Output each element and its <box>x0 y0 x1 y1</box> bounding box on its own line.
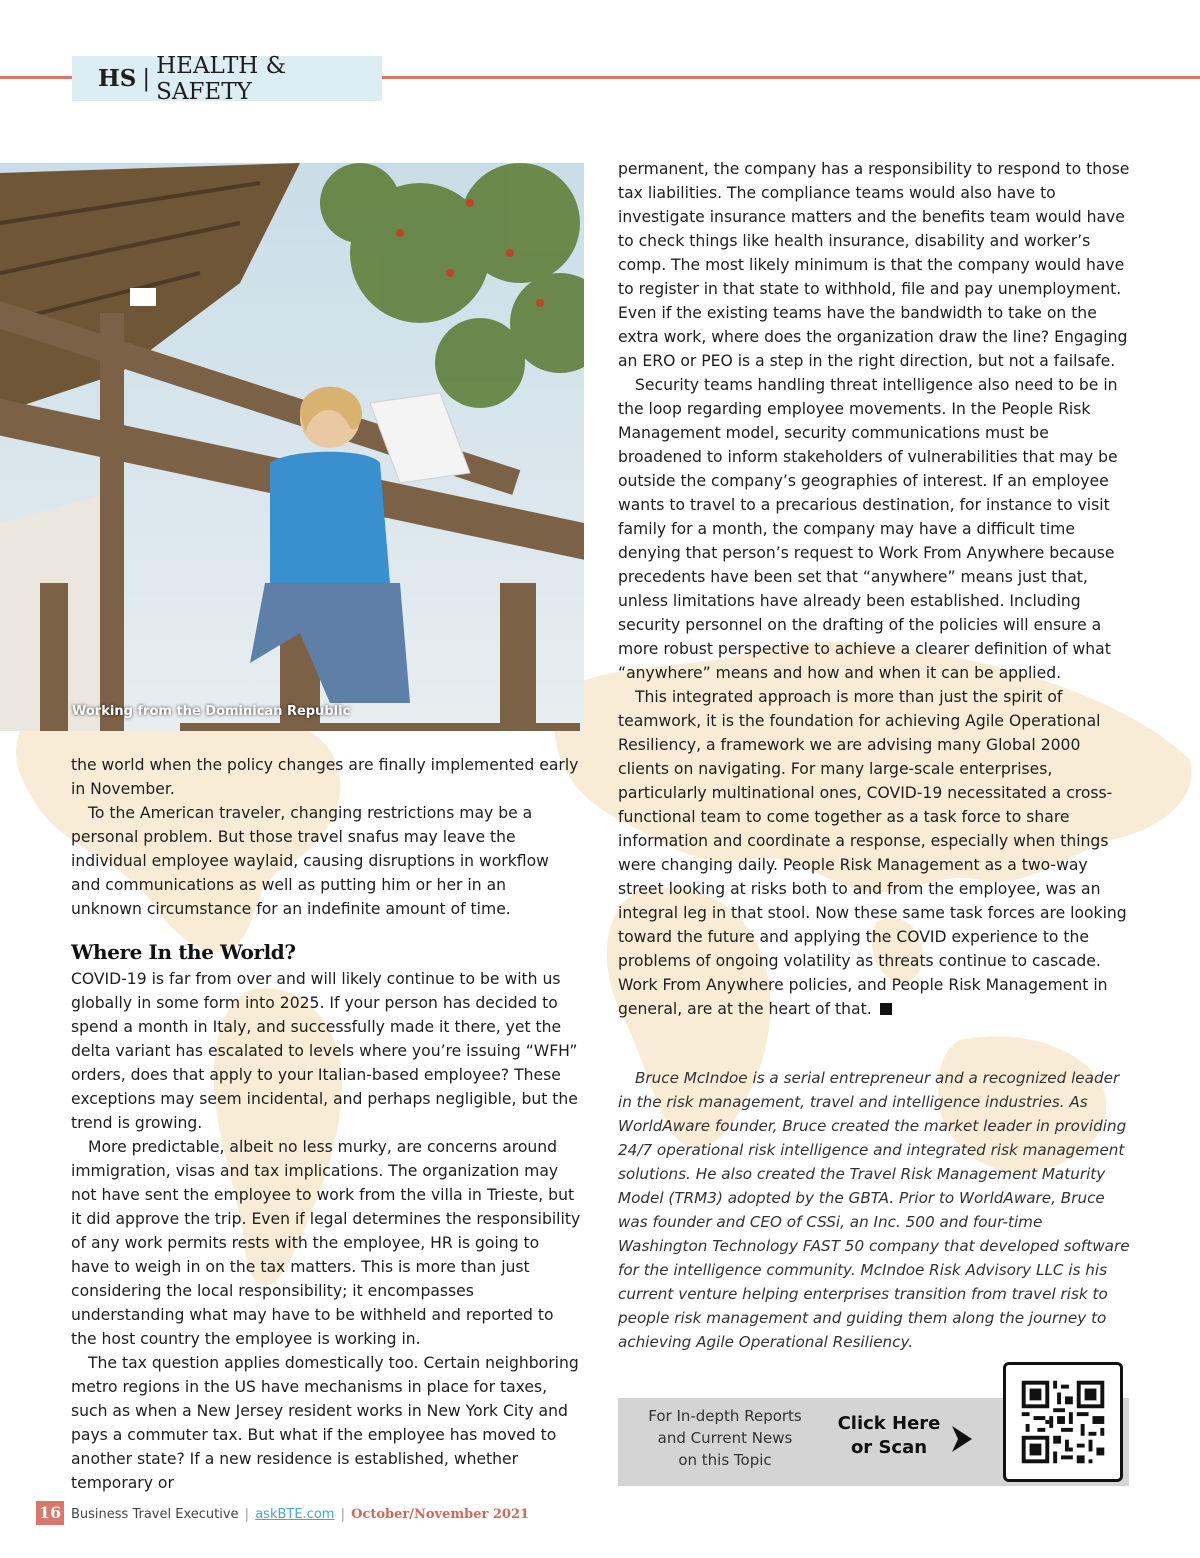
subheading: Where In the World? <box>71 940 296 964</box>
or-scan-label: or Scan <box>850 1437 928 1458</box>
chevron-right-icon[interactable] <box>948 1424 974 1454</box>
paragraph-text: This integrated approach is more than just the spirit of teamwork, it is the foundation for achieving Agile Operational Resiliency, a framework we are advising many Global 2000 clients on navigating. For many large-scale enterprises, particularly multinational ones, COVID-19 necessitated a cross-functional team to come together as a task force to share information and coordinate a response, especially when things were changing daily. People Risk Management as a two-way street looking at risks both to and from the employee, was an integral leg in that stool. Now these same task forces are looking toward the future and applying the COVID experience to the problems of ongoing volatility as threats continue to cascade. Work From Anywhere policies, and People Risk Management in general, are at the heart of that. <box>618 688 1127 1018</box>
paragraph: To the American traveler, changing restrictions may be a personal problem. But those travel snafus may leave the individual employee waylaid, causing disruptions in workflow and communications as well as putting him or her in an unknown circumstance for an indefinite amount of time. <box>71 804 549 918</box>
paragraph: permanent, the company has a responsibility to respond to those tax liabilities. The compliance teams would also have to investigate insurance matters and the benefits team would have to check things like health insurance, disability and worker’s comp. The most likely minimum is that the company would have to register in that state to withhold, file and pay unemployment. Even if the existing teams have the bandwidth to take on the extra work, where does the organization draw the line? Engaging an ERO or PEO is a step in the right direction, but not a failsafe. <box>618 160 1130 370</box>
section-divider: | <box>142 65 151 92</box>
paragraph-final <box>618 685 1130 1021</box>
header-rule-left <box>0 76 72 79</box>
header-rule-right <box>382 76 1200 79</box>
section-title: HEALTH & SAFETY <box>156 52 287 105</box>
footer-divider: | <box>340 1507 345 1522</box>
issue-date: October/November 2021 <box>351 1507 530 1522</box>
website-link[interactable]: askBTE.com <box>255 1507 335 1522</box>
cta-line: on this Topic <box>678 1451 772 1469</box>
cta-line: For In-depth Reports <box>648 1407 802 1425</box>
cta-description <box>618 1405 832 1471</box>
footer <box>71 1507 529 1522</box>
qr-code[interactable] <box>1003 1362 1123 1482</box>
publication-name: Business Travel Executive <box>71 1507 239 1522</box>
paragraph: More predictable, albeit no less murky, are concerns around immigration, visas and tax implications. The organization may not have sent the employee to work from the villa in Trieste, but it did approve the trip. Even if legal determines the responsibility of any work permits rests with the employee, HR is going to have to weigh in on the tax matters. This is more than just considering the local responsibility; it encompasses understanding what may have to be withheld and reported to the host country the employee is working in. <box>71 1138 581 1348</box>
article-photo <box>0 163 584 731</box>
photo-caption: Working from the Dominican Republic <box>72 704 351 719</box>
paragraph: Security teams handling threat intelligence also need to be in the loop regarding employee movements. In the People Risk Management model, security communications must be broadened to inform stakeholders of vulnerabilities that may be outside the company’s geographies of interest. If an employee wants to travel to a precarious destination, for instance to visit family for a month, the company may have a difficult time denying that person’s request to Work From Anywhere because precedents have been set that “anywhere” means just that, unless limitations have already been established. Including security personnel on the drafting of the policies will ensure a more robust perspective to achieve a clearer definition of what “anywhere” means and how and when it can be applied. <box>618 376 1118 682</box>
paragraph: the world when the policy changes are finally implemented early in November. <box>71 756 579 798</box>
bio-text: Bruce McIndoe is a serial entrepreneur and a recognized leader in the risk management, travel and intelligence industries. As WorldAware founder, Bruce created the market leader in providing 24/7 operational risk intelligence and integrated risk management solutions. He also created the Travel Risk Management Maturity Model (TRM3) adopted by the GBTA. Prior to WorldAware, Bruce was founder and CEO of CSSi, an Inc. 500 and four-time Washington Technology FAST 50 company that developed software for the intelligence community. McIndoe Risk Advisory LLC is his current venture helping enterprises transition from travel risk to people risk management and guiding them along the journey to achieving Agile Operational Resiliency. <box>618 1069 1130 1351</box>
section-header <box>72 52 382 105</box>
footer-divider: | <box>244 1507 250 1522</box>
paragraph: COVID-19 is far from over and will likely continue to be with us globally in some form into 2025. If your person has decided to spend a month in Italy, and successfully made it there, yet the delta variant has escalated to levels where you’re issuing “WFH” orders, does that apply to your Italian-based employee? These exceptions may seem incidental, and perhaps negligible, but the trend is growing. <box>71 970 578 1132</box>
qr-code-icon <box>1006 1365 1120 1479</box>
left-column-bottom <box>71 967 581 1495</box>
left-column-top <box>71 753 581 921</box>
end-mark-icon <box>880 1003 892 1015</box>
page-number: 16 <box>36 1501 64 1525</box>
click-here-label: Click Here <box>837 1413 941 1434</box>
author-bio <box>618 1066 1130 1354</box>
click-here-link[interactable] <box>836 1412 942 1460</box>
cta-line: and Current News <box>657 1429 793 1447</box>
paragraph: The tax question applies domestically too. Certain neighboring metro regions in the US have mechanisms in place for taxes, such as when a New Jersey resident works in New York City and pays a commuter tax. But what if the employee has moved to another state? If a new residence is established, whether temporary or <box>71 1354 579 1492</box>
section-abbrev: HS <box>98 65 137 92</box>
right-column <box>618 157 1130 1021</box>
